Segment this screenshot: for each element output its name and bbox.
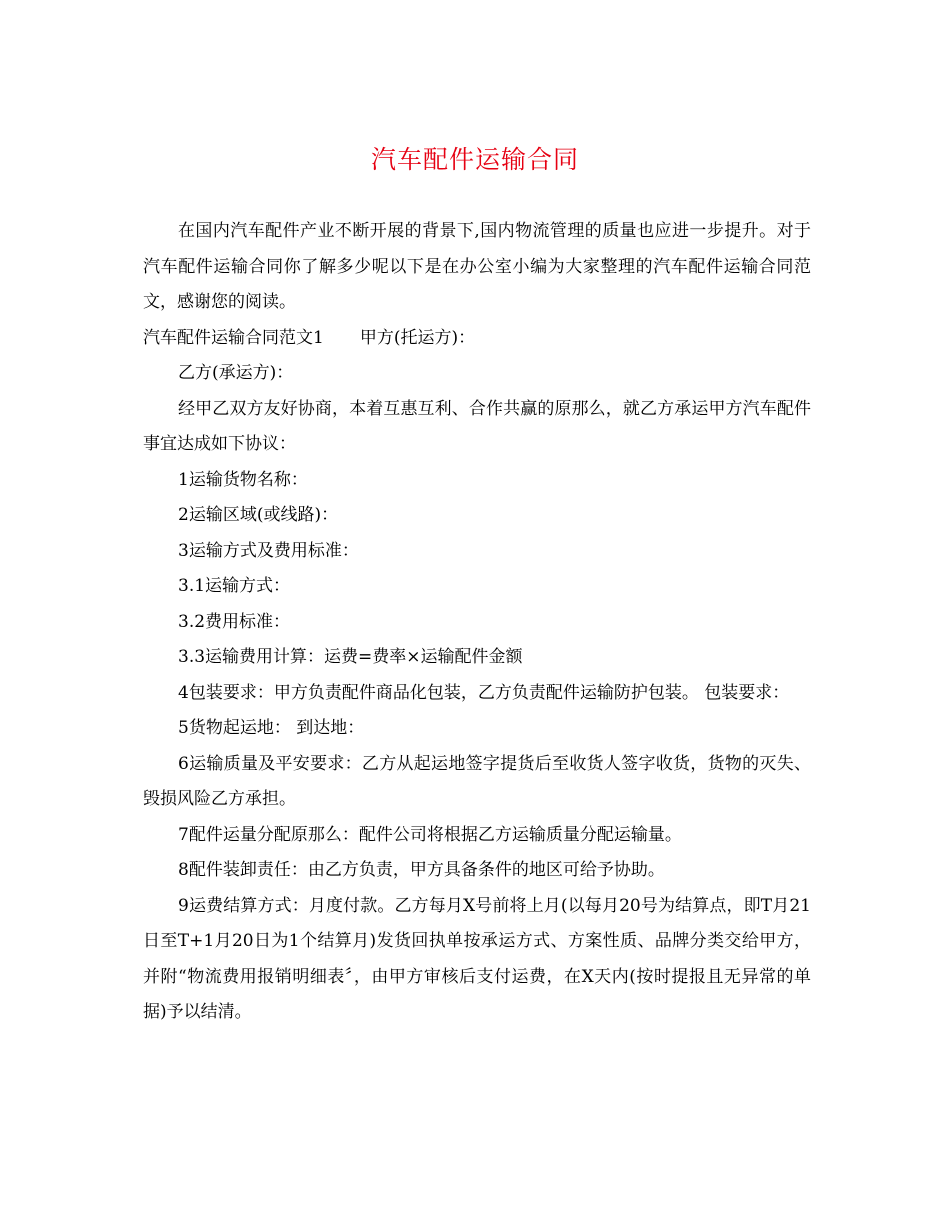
clause-7: 7配件运量分配原那么：配件公司将根据乙方运输质量分配运输量。 (178, 824, 682, 845)
sample-heading-line (143, 321, 811, 357)
clause-8: 8配件装卸责任：由乙方负责，甲方具备条件的地区可给予协助。 (178, 860, 665, 880)
clause-1: 1运输货物名称： (178, 469, 308, 490)
document-title: 汽车配件运输合同 (370, 145, 579, 174)
clause-3: 3运输方式及费用标准： (178, 540, 359, 561)
clause-4: 4包装要求：甲方负责配件商品化包装，乙方负责配件运输防护包装。 包装要求： (178, 682, 790, 703)
clause-3-3: 3.3运输费用计算：运费=费率×运输配件金额 (178, 647, 523, 667)
party-a-label: 甲方(托运方)： (359, 327, 476, 348)
document-body (143, 214, 811, 1031)
clause-2: 2运输区域(或线路)： (178, 505, 339, 525)
party-b-label: 乙方(承运方)： (178, 363, 294, 383)
clause-3-1: 3.1运输方式： (178, 576, 291, 596)
clause-9: 9运费结算方式：月度付款。乙方每月X号前将上月(以每月20号为结算点，即T月21日至T+1月20日为1个结算月)发货回执单按承运方式、方案性质、品牌分类交给甲方，并附“物流费用报销明细表〞，由甲方审核后支付运费，在X天内(按时提报且无异常的单据)予以结清。 (143, 895, 811, 1022)
clause-6: 6运输质量及平安要求：乙方从起运地签字提货后至收货人签字收货，货物的灭失、毁损风险乙方承担。 (143, 753, 811, 809)
preamble-paragraph: 经甲乙双方友好协商，本着互惠互利、合作共赢的原那么，就乙方承运甲方汽车配件事宜达成如下协议： (143, 398, 811, 454)
clause-3-2: 3.2费用标准： (178, 611, 291, 632)
sample-heading: 汽车配件运输合同范文1 (143, 327, 324, 348)
intro-paragraph: 在国内汽车配件产业不断开展的背景下,国内物流管理的质量也应进一步提升。对于汽车配件运输合同你了解多少呢以下是在办公室小编为大家整理的汽车配件运输合同范文，感谢您的阅读。 (143, 221, 811, 312)
clause-5: 5货物起运地： 到达地： (178, 718, 365, 738)
